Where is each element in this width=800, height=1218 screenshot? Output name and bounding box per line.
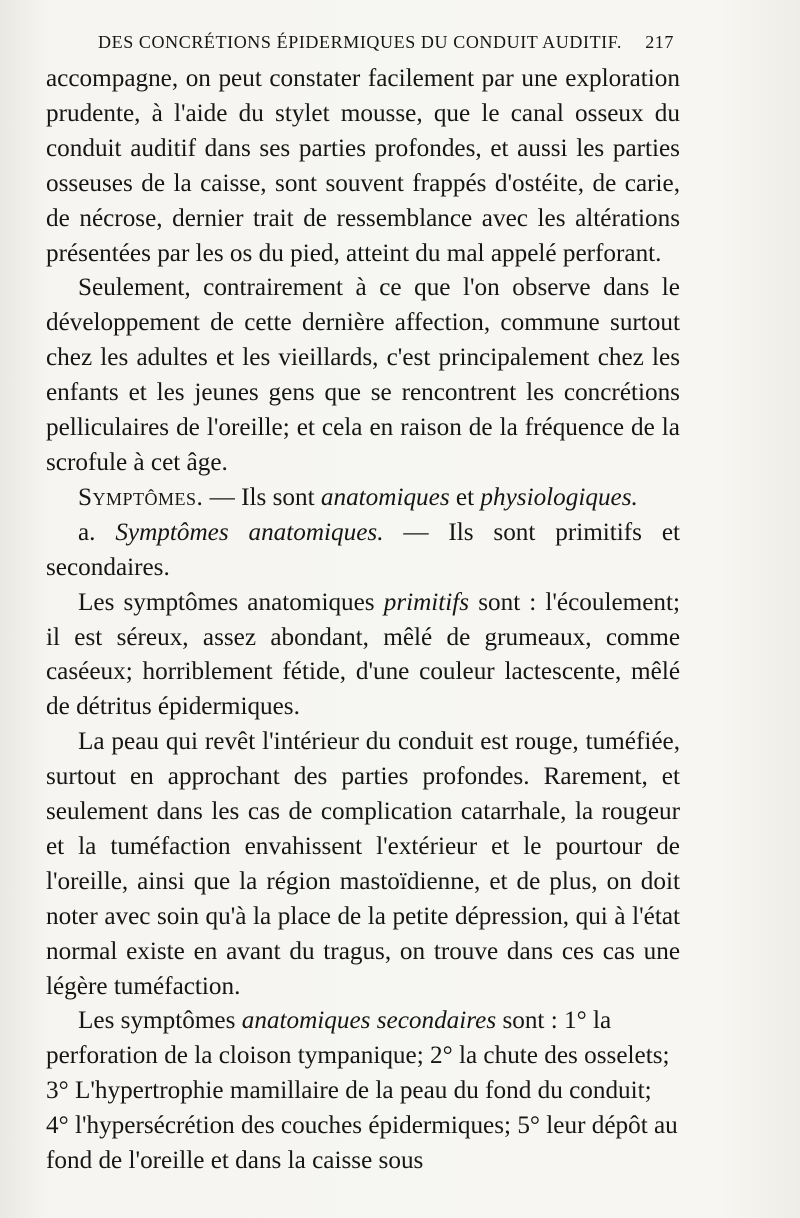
page-number: 217	[645, 32, 674, 52]
paragraph-primary-symptoms	[46, 586, 680, 726]
running-title: DES CONCRÉTIONS ÉPIDERMIQUES DU CONDUIT AUDITIF.	[98, 32, 623, 52]
paragraph-skin: La peau qui revêt l'intérieur du conduit est rouge, tuméfiée, surtout en approchant des parties profondes. Rarement, et seulement dans les cas de complication catarrhale, la rougeur et la tuméfaction envahissent l'extérieur et le pourtour de l'oreille, ainsi que la région mastoïdienne, et de plus, on doit noter avec soin qu'à la place de la petite dépression, qui à l'état normal existe en avant du tragus, on trouve dans ces cas une légère tuméfaction.	[46, 728, 680, 1000]
text-run: Les symptômes	[78, 1007, 242, 1035]
body-text	[46, 62, 680, 1179]
italic-run: anatomiques secondaires	[241, 1007, 497, 1035]
section-heading: Symptômes.	[78, 483, 204, 511]
paragraph-anatomical-subheading	[46, 516, 680, 586]
running-header	[98, 32, 674, 53]
italic-run: Symptômes anatomiques.	[115, 518, 384, 546]
text-run: — Ils sont	[203, 483, 321, 511]
italic-run: physiologiques.	[480, 483, 638, 511]
text-run: Les symptômes anatomiques	[78, 588, 384, 616]
paragraph-2: Seulement, contrairement à ce que l'on observe dans le développement de cette dernière affection, commune surtout chez les adultes et les vieillards, c'est principalement chez les enfants et les jeunes gens que se rencontrent les concrétions pelliculaires de l'oreille; et cela en raison de la fréquence de la scrofule à cet âge.	[46, 274, 680, 476]
text-run: a.	[78, 518, 116, 546]
text-run: sont : 1° la perforation de la cloison tympanique; 2° la chute des osselets; 3° L'hypertrophie mamillaire de la peau du fond du conduit; 4° l'hypersécrétion des couches épidermiques; 5° leur dépôt au fond de l'oreille et dans la caisse sous	[46, 1007, 678, 1175]
text-run: et	[449, 483, 481, 511]
paragraph-secondary-symptoms	[46, 1004, 680, 1179]
paragraph-symptoms-heading	[46, 481, 680, 516]
paragraph-1: accompagne, on peut constater facilement par une exploration prudente, à l'aide du stylet mousse, que le canal osseux du conduit auditif dans ses parties profondes, et aussi les parties osseuses de la caisse, sont souvent frappés d'ostéite, de carie, de nécrose, dernier trait de ressemblance avec les altérations présentées par les os du pied, atteint du mal appelé perforant.	[46, 65, 680, 267]
italic-run: primitifs	[383, 588, 470, 616]
italic-run: anatomiques	[320, 483, 450, 511]
text-run: sont : l'écoulement; il est séreux, assez abondant, mêlé de grumeaux, comme caséeux; horriblement fétide, d'une couleur lactescente, mêlé de détritus épidermiques.	[46, 588, 681, 721]
text-run: — Ils sont primitifs et secondaires.	[46, 518, 680, 581]
